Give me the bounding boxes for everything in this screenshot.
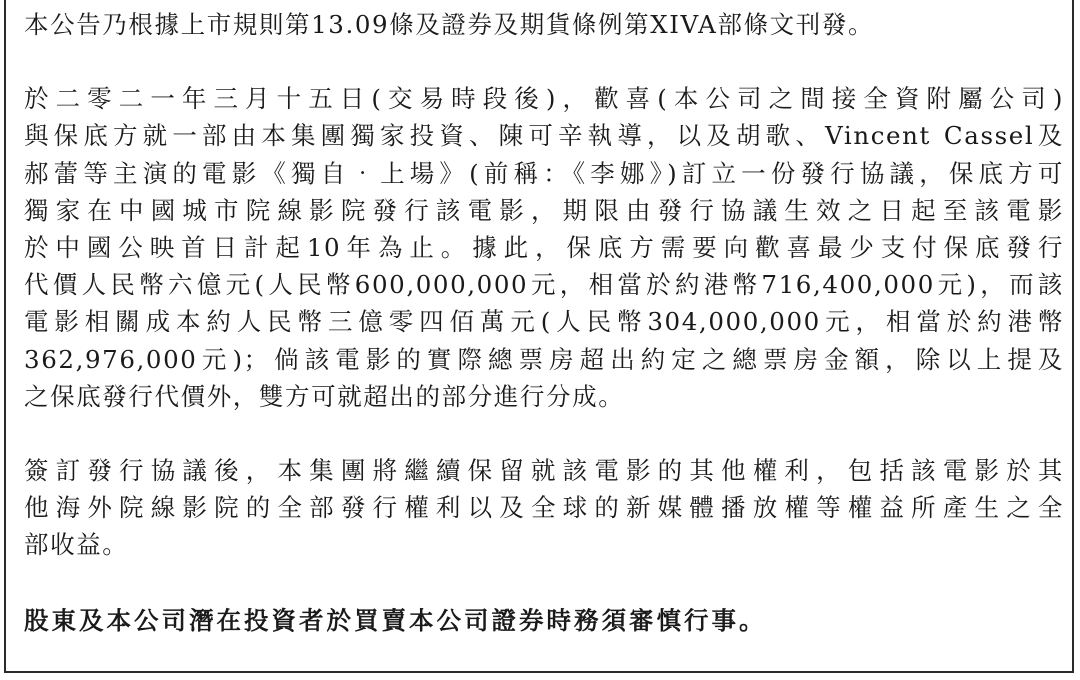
paragraph-distribution-agreement: [24, 80, 1064, 415]
text-line: 代價人民幣六億元(人民幣600,000,000元，相當於約港幣716,400,000元)，而該: [24, 270, 1064, 300]
announcement-body: [24, 6, 1064, 639]
text-line: 於中國公映首日計起10年為止。據此，保底方需要向歡喜最少支付保底發行: [24, 233, 1064, 263]
text-line: 簽訂發行協議後，本集團將繼續保留就該電影的其他權利，包括該電影於其: [24, 456, 1064, 486]
warning-text: 股東及本公司潛在投資者於買賣本公司證券時務須審慎行事。: [24, 605, 767, 635]
text-line: 部收益。: [24, 530, 129, 560]
text-line: 本公告乃根據上市規則第13.09條及證券及期貨條例第XIVA部條文刊發。: [24, 10, 875, 39]
text-line: 於二零二一年三月十五日(交易時段後)，歡喜(本公司之間接全資附屬公司): [24, 84, 1064, 114]
investor-warning: [24, 602, 1064, 639]
text-line: 他海外院線影院的全部發行權利以及全球的新媒體播放權等權益所產生之全: [24, 493, 1064, 523]
paragraph-listing-rules: [24, 6, 1064, 43]
paragraph-gap: [24, 415, 1064, 452]
text-line: 與保底方就一部由本集團獨家投資、陳可辛執導，以及胡歌、Vincent Cassel及: [24, 121, 1064, 151]
paragraph-gap: [24, 43, 1064, 80]
paragraph-other-rights: [24, 452, 1064, 564]
paragraph-gap: [24, 564, 1064, 602]
text-line: 電影相關成本約人民幣三億零四佰萬元(人民幣304,000,000元，相當於約港幣: [24, 307, 1064, 337]
text-line: 之保底發行代價外，雙方可就超出的部分進行分成。: [24, 381, 625, 411]
text-line: 郝蕾等主演的電影《獨自‧上場》(前稱：《李娜》)訂立一份發行協議，保底方可: [24, 158, 1064, 188]
text-line: 362,976,000元)；倘該電影的實際總票房超出約定之總票房金額，除以上提及: [24, 344, 1064, 374]
text-line: 獨家在中國城市院線影院發行該電影，期限由發行協議生效之日起至該電影: [24, 195, 1064, 225]
